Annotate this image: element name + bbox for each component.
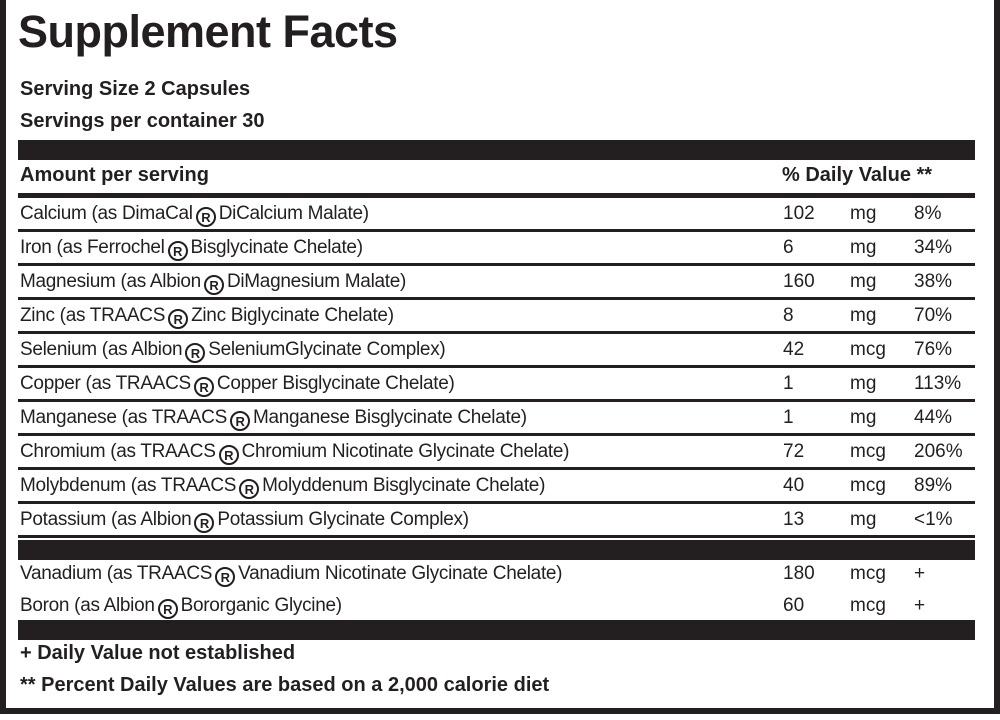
nutrient-name-pre: Magnesium (as Albion	[20, 271, 201, 292]
registered-trademark-icon: R	[168, 309, 188, 329]
registered-trademark-icon: R	[196, 207, 216, 227]
registered-trademark-icon: R	[230, 411, 250, 431]
daily-value-label: % Daily Value **	[782, 164, 933, 186]
nutrient-amount: 160	[783, 271, 815, 292]
servings-per-container: Servings per container 30	[20, 110, 265, 132]
serving-size: Serving Size 2 Capsules	[20, 78, 251, 100]
divider-bar	[18, 140, 975, 160]
registered-trademark-icon: R	[168, 241, 188, 261]
registered-trademark-icon: R	[239, 479, 259, 499]
registered-trademark-icon: R	[215, 567, 235, 587]
nutrient-name	[20, 339, 445, 363]
nutrient-row	[18, 558, 975, 590]
nutrient-name-post: Molyddenum Bisglycinate Chelate)	[262, 475, 546, 496]
nutrient-daily-value: 70%	[914, 305, 953, 326]
nutrient-name	[20, 271, 406, 295]
nutrient-amount: 72	[783, 441, 805, 462]
nutrient-daily-value: +	[914, 595, 926, 616]
nutrient-name-post: Vanadium Nicotinate Glycinate Chelate)	[238, 563, 563, 584]
nutrient-daily-value: +	[914, 563, 926, 584]
nutrient-name-pre: Manganese (as TRAACS	[20, 407, 227, 428]
footnote-dv-not-established: + Daily Value not established	[20, 642, 296, 664]
nutrient-unit: mg	[850, 305, 877, 326]
nutrient-amount: 1	[783, 373, 794, 394]
nutrient-name-pre: Boron (as Albion	[20, 595, 155, 616]
nutrient-name-post: SeleniumGlycinate Complex)	[208, 339, 446, 360]
nutrient-unit: mg	[850, 271, 877, 292]
nutrient-amount: 40	[783, 475, 805, 496]
nutrient-amount: 180	[783, 563, 815, 584]
nutrient-row	[18, 590, 975, 622]
nutrient-daily-value: 76%	[914, 339, 953, 360]
nutrient-name	[20, 203, 369, 227]
nutrient-name	[20, 563, 562, 587]
nutrient-daily-value: 8%	[914, 203, 942, 224]
nutrient-unit: mcg	[850, 475, 886, 496]
nutrient-daily-value: <1%	[914, 509, 953, 530]
nutrient-name-pre: Calcium (as DimaCal	[20, 203, 193, 224]
nutrient-amount: 8	[783, 305, 794, 326]
nutrient-name	[20, 373, 455, 397]
nutrient-name	[20, 237, 363, 261]
footnote-percent-dv: ** Percent Daily Values are based on a 2,000 calorie diet	[20, 674, 550, 696]
nutrient-name-pre: Molybdenum (as TRAACS	[20, 475, 237, 496]
nutrient-row	[18, 334, 975, 368]
nutrient-row	[18, 368, 975, 402]
nutrient-unit: mcg	[850, 563, 886, 584]
nutrient-unit: mg	[850, 237, 877, 258]
nutrient-name	[20, 305, 394, 329]
nutrient-daily-value: 38%	[914, 271, 953, 292]
nutrient-name-post: Bisglycinate Chelate)	[190, 237, 363, 258]
nutrient-name-pre: Selenium (as Albion	[20, 339, 183, 360]
nutrient-amount: 42	[783, 339, 805, 360]
nutrient-name-post: Chromium Nicotinate Glycinate Chelate)	[241, 441, 570, 462]
nutrient-name	[20, 441, 569, 465]
nutrient-unit: mg	[850, 203, 877, 224]
nutrient-unit: mcg	[850, 339, 886, 360]
nutrient-daily-value: 113%	[914, 373, 962, 394]
nutrient-row	[18, 402, 975, 436]
registered-trademark-icon: R	[204, 275, 224, 295]
divider-bar	[18, 620, 975, 640]
nutrient-amount: 1	[783, 407, 794, 428]
nutrient-unit: mg	[850, 407, 877, 428]
nutrient-name-pre: Potassium (as Albion	[20, 509, 192, 530]
nutrient-name-pre: Zinc (as TRAACS	[20, 305, 166, 326]
nutrient-name-pre: Chromium (as TRAACS	[20, 441, 216, 462]
nutrient-amount: 6	[783, 237, 794, 258]
nutrient-name-post: Manganese Bisglycinate Chelate)	[252, 407, 527, 428]
registered-trademark-icon: R	[185, 343, 205, 363]
nutrient-amount: 60	[783, 595, 805, 616]
nutrient-row	[18, 504, 975, 538]
nutrient-row	[18, 198, 975, 232]
nutrient-unit: mcg	[850, 595, 886, 616]
nutrient-name	[20, 509, 469, 533]
nutrient-name	[20, 407, 527, 431]
nutrient-list	[18, 198, 975, 538]
nutrient-name-pre: Iron (as Ferrochel	[20, 237, 165, 258]
nutrient-amount: 102	[783, 203, 815, 224]
table-header	[20, 164, 970, 192]
nutrient-name-post: DiMagnesium Malate)	[226, 271, 407, 292]
nutrient-name-pre: Copper (as TRAACS	[20, 373, 191, 394]
nutrient-name-pre: Vanadium (as TRAACS	[20, 563, 213, 584]
registered-trademark-icon: R	[158, 599, 178, 619]
nutrient-name	[20, 595, 342, 619]
nutrient-daily-value: 34%	[914, 237, 953, 258]
nutrient-row	[18, 470, 975, 504]
nutrient-name-post: DiCalcium Malate)	[218, 203, 369, 224]
nutrient-daily-value: 206%	[914, 441, 963, 462]
divider-bar	[18, 540, 975, 560]
nutrient-row	[18, 232, 975, 266]
panel-title: Supplement Facts	[18, 6, 398, 57]
registered-trademark-icon: R	[194, 513, 214, 533]
other-nutrient-list	[18, 558, 975, 622]
nutrient-daily-value: 44%	[914, 407, 953, 428]
nutrient-name-post: Zinc Biglycinate Chelate)	[191, 305, 394, 326]
nutrient-name-post: Copper Bisglycinate Chelate)	[216, 373, 455, 394]
nutrient-name-post: Potassium Glycinate Complex)	[217, 509, 469, 530]
nutrient-name-post: Bororganic Glycine)	[180, 595, 342, 616]
nutrient-name	[20, 475, 545, 499]
registered-trademark-icon: R	[219, 445, 239, 465]
nutrient-amount: 13	[783, 509, 805, 530]
nutrient-row	[18, 300, 975, 334]
nutrient-daily-value: 89%	[914, 475, 953, 496]
nutrient-unit: mcg	[850, 441, 886, 462]
nutrient-row	[18, 266, 975, 300]
nutrient-unit: mg	[850, 509, 877, 530]
amount-per-serving-label: Amount per serving	[20, 164, 209, 186]
nutrient-unit: mg	[850, 373, 877, 394]
registered-trademark-icon: R	[194, 377, 214, 397]
nutrient-row	[18, 436, 975, 470]
